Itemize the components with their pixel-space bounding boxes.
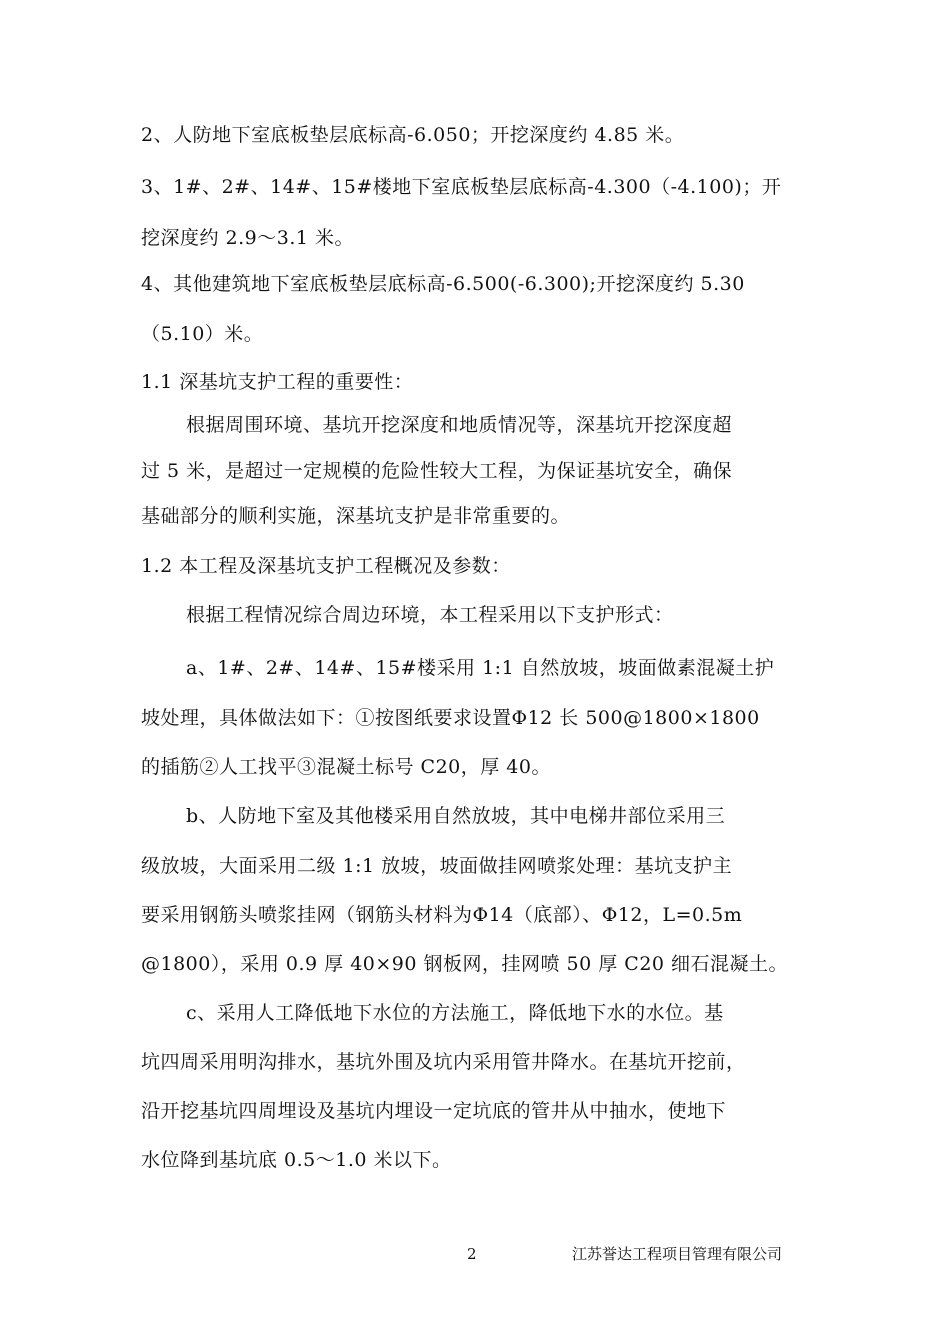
section-heading: 1.1 深基坑支护工程的重要性： — [141, 371, 414, 393]
text-line: 过 5 米，是超过一定规模的危险性较大工程，为保证基坑安全，确保 — [141, 460, 733, 482]
text-line: b、人防地下室及其他楼采用自然放坡，其中电梯井部位采用三 — [186, 805, 726, 827]
text-line: 根据周围环境、基坑开挖深度和地质情况等，深基坑开挖深度超 — [186, 414, 733, 436]
text-line: 挖深度约 2.9～3.1 米。 — [141, 227, 355, 249]
footer-company-name: 江苏誉达工程项目管理有限公司 — [572, 1245, 783, 1263]
text-line: 坡处理，具体做法如下：①按图纸要求设置Φ12 长 500@1800×1800 — [141, 707, 760, 729]
text-line: 要采用钢筋头喷浆挂网（钢筋头材料为Φ14（底部）、Φ12，L=0.5m — [141, 904, 743, 926]
section-heading: 1.2 本工程及深基坑支护工程概况及参数： — [141, 555, 511, 577]
text-line: c、采用人工降低地下水位的方法施工，降低地下水的水位。基 — [186, 1002, 724, 1024]
text-line: 3、1#、2#、14#、15#楼地下室底板垫层底标高-4.300（-4.100)；开 — [141, 176, 782, 198]
text-line: 根据工程情况综合周边环境，本工程采用以下支护形式： — [186, 604, 674, 626]
page-number: 2 — [467, 1245, 477, 1263]
text-line: a、1#、2#、14#、15#楼采用 1:1 自然放坡，坡面做素混凝土护 — [186, 657, 775, 679]
text-line: （5.10）米。 — [141, 323, 264, 345]
text-line: 的插筋②人工找平③混凝土标号 C20，厚 40。 — [141, 756, 551, 778]
text-line: 2、人防地下室底板垫层底标高-6.050；开挖深度约 4.85 米。 — [141, 124, 685, 146]
text-line: 沿开挖基坑四周埋设及基坑内埋设一定坑底的管井从中抽水，使地下 — [141, 1100, 727, 1122]
text-line: @1800），采用 0.9 厚 40×90 钢板网，挂网喷 50 厚 C20 细石混凝土。 — [141, 953, 789, 975]
text-line: 级放坡，大面采用二级 1:1 放坡，坡面做挂网喷浆处理：基坑支护主 — [141, 855, 733, 877]
text-line: 基础部分的顺利实施，深基坑支护是非常重要的。 — [141, 505, 571, 527]
text-line: 水位降到基坑底 0.5～1.0 米以下。 — [141, 1149, 452, 1171]
text-line: 4、其他建筑地下室底板垫层底标高-6.500(-6.300);开挖深度约 5.30 — [141, 273, 745, 295]
text-line: 坑四周采用明沟排水，基坑外围及坑内采用管井降水。在基坑开挖前， — [141, 1051, 746, 1073]
